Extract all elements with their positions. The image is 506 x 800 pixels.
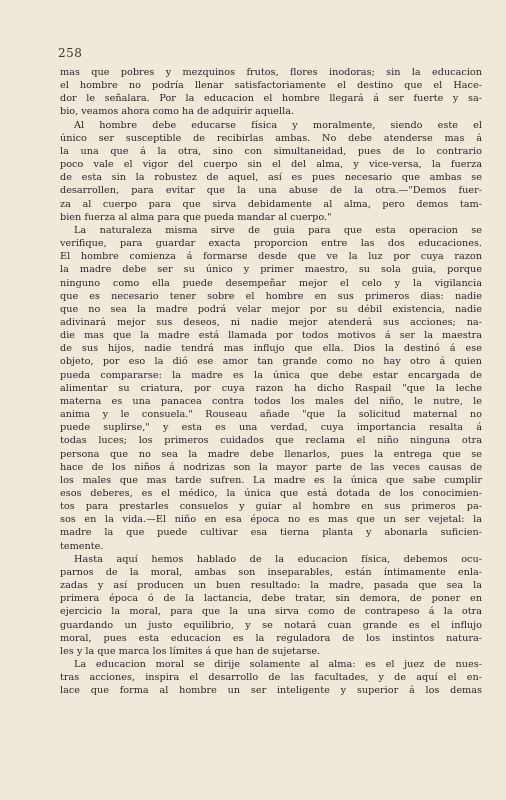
body-text: [60, 66, 482, 698]
text-line: desarrollen, para evitar que la una abuse de la otra.—"Demos fuer-: [60, 185, 482, 197]
text-line: la madre debe ser su único y primer maestro, su sola guia, porque: [60, 264, 482, 276]
text-line: poco vale el vigor del cuerpo sin el del alma, y vice-versa, la fuerza: [60, 159, 482, 171]
text-line: que no sea la madre podrá velar mejor por su débil existencia, nadie: [60, 303, 482, 315]
text-line: tos para prestarles consuelos y guiar al hombre en sus primeros pa-: [60, 501, 482, 513]
text-line: los males que mas tarde sufren. La madre es la única que sabe cumplir: [60, 474, 482, 486]
text-line: Hasta aquí hemos hablado de la educacion física, debemos ocu-: [74, 553, 482, 565]
text-line: anima y le consuela." Rouseau añade "que la solicitud maternal no: [60, 409, 482, 421]
text-line: materna es una panacea contra todos los males del niño, le nutre, le: [60, 395, 482, 407]
text-line: primera época ó de la lactancia, debe tratar, sin demora, de poner en: [60, 593, 482, 605]
text-line: de esta sin la robustez de aquel, así es pues necesario que ambas se: [60, 172, 482, 184]
text-line: die mas que la madre está llamada por todos motivos á ser la maestra: [60, 330, 482, 342]
text-line: verifique, para guardar exacta proporcion entre las dos educaciones.: [60, 238, 482, 250]
text-line: alimentar su criatura, por cuya razon ha dicho Raspail "que la leche: [60, 382, 482, 394]
text-line: les y la que marca los límites á que han de sujetarse.: [60, 645, 321, 657]
text-line: guardando un justo equilibrio, y se notará cuan grande es el influjo: [60, 619, 482, 631]
text-line: temente.: [60, 540, 104, 552]
text-line: Al hombre debe educarse física y moralmente, siendo este el: [74, 119, 482, 131]
text-line: único ser susceptible de recibirlas ambas. No debe atenderse mas á: [60, 132, 482, 144]
page-number: 258: [58, 46, 83, 60]
text-line: todas luces; los primeros cuidados que reclama el niño ninguna otra: [60, 435, 482, 447]
text-line: objeto, por eso la dió ese amor tan grande como no hay otro á quien: [60, 356, 482, 368]
text-line: puede suplirse," y esta es una verdad, cuya importancia resalta á: [60, 422, 482, 434]
text-line: adivinará mejor sus deseos, ni nadie mejor atenderá sus acciones; na-: [60, 316, 482, 328]
text-line: zadas y así producen un buen resultado: la madre, pasada que sea la: [60, 580, 482, 592]
text-line: El hombre comienza á formarse desde que ve la luz por cuya razon: [60, 251, 482, 263]
text-line: La educacion moral se dirije solamente al alma: es el juez de nues-: [74, 659, 482, 671]
text-line: mas que pobres y mezquinos frutos, flores inodoras; sin la educacion: [60, 67, 482, 78]
text-line: la una que á la otra, sino con simultaneidad, pues de lo contrario: [60, 145, 482, 157]
text-line: dor le señalara. Por la educacion el hombre llegará á ser fuerte y sa-: [60, 93, 482, 105]
text-line: persona que no sea la madre debe llenarlos, pues la entrega que se: [60, 448, 482, 460]
text-line: esos deberes, es el médico, la única que está dotada de los conocimien-: [60, 488, 482, 499]
text-line: el hombre no podría llenar satisfactoriamente el destino que el Hace-: [60, 80, 482, 92]
text-line: bio, veamos ahora como ha de adquirir aquella.: [60, 106, 295, 118]
text-line: lace que forma al hombre un ser inteligente y superior á los demas: [60, 685, 482, 697]
text-line: moral, pues esta educacion es la reguladora de los instintos natura-: [60, 632, 482, 644]
text-line: parnos de la moral, ambas son inseparables, están íntimamente enla-: [60, 566, 482, 578]
text-line: pueda compararse: la madre es la única que debe estar encargada de: [60, 369, 482, 381]
text-line: madre la que puede cultivar esa tierna planta y abonarla suficien-: [60, 527, 482, 539]
text-line: de sus hijos, nadie tendrá mas influjo que ella. Dios la destinó á ese: [60, 343, 482, 355]
text-line: sos en la vida.—El niño en esa época no es mas que un ser vejetal: la: [60, 514, 482, 526]
text-line: La naturaleza misma sirve de guia para que esta operacion se: [74, 224, 482, 236]
text-line: tras acciones, inspira el desarrollo de las facultades, y de aquí el en-: [60, 672, 482, 684]
text-line: ejercicio la moral, para que la una sirva como de contrapeso á la otra: [60, 606, 482, 618]
text-line: ninguno como ella puede desempeñar mejor el celo y la vigilancia: [60, 277, 482, 289]
text-line: za al cuerpo para que sirva debidamente al alma, pero demos tam-: [60, 198, 482, 210]
text-line: que es necesario tener sobre el hombre en sus primeros dias: nadie: [60, 290, 482, 302]
text-line: bien fuerza al alma para que pueda mandar al cuerpo.": [60, 211, 332, 223]
text-line: hace de los niños á nodrizas son la mayor parte de las veces causas de: [60, 461, 482, 473]
